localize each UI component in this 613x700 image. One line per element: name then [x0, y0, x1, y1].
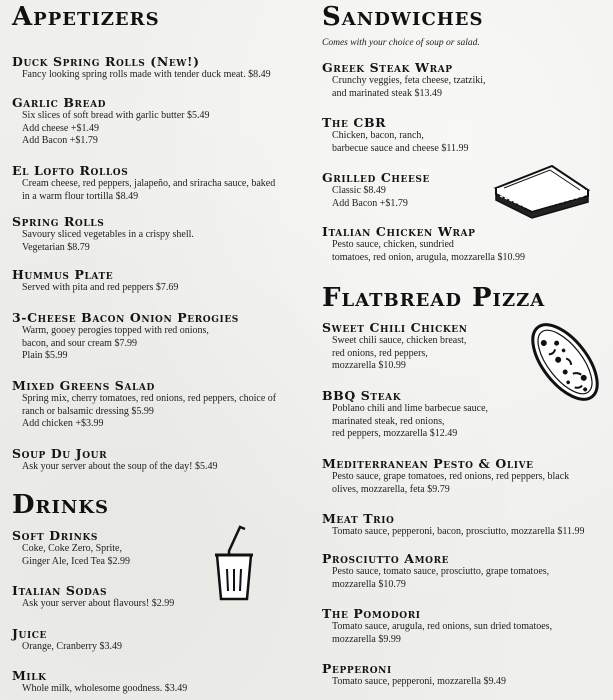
- item-name: Mixed Greens Salad: [12, 378, 155, 393]
- item-description: Warm, gooey perogies topped with red onions, bacon, and sour cream $7.99 Plain $5.99: [22, 325, 209, 362]
- menu-item: [12, 310, 302, 363]
- item-name: Spring Rolls: [12, 214, 105, 229]
- item-name: Italian Chicken Wrap: [322, 224, 476, 239]
- menu-item: [322, 511, 606, 539]
- flatbread-title: Flatbread Pizza: [322, 283, 546, 313]
- item-name: Garlic Bread: [12, 95, 107, 110]
- item-name: BBQ Steak: [322, 388, 402, 403]
- item-description: Whole milk, wholesome goodness. $3.49: [22, 683, 188, 694]
- item-name: Juice: [12, 626, 47, 641]
- menu-item: [322, 224, 606, 264]
- drink-cup-icon: [212, 525, 256, 603]
- item-description: Spring mix, cherry tomatoes, red onions, red peppers, choice of ranch or balsamic dressing $5.99 Add chicken +$3.99: [22, 393, 277, 430]
- menu-item: [12, 583, 302, 611]
- item-name: Sweet Chili Chicken: [322, 320, 468, 335]
- item-description: Chicken, bacon, ranch, barbecue sauce and cheese $11.99: [332, 130, 469, 154]
- item-name: The CBR: [322, 115, 387, 130]
- menu-item: [322, 661, 606, 689]
- item-description: Savoury sliced vegetables in a crispy shell. Vegetarian $8.79: [22, 229, 194, 253]
- drinks-title: Drinks: [12, 490, 110, 520]
- item-name: Soup Du Jour: [12, 446, 108, 461]
- menu-item: [12, 267, 302, 295]
- item-name: Pepperoni: [322, 661, 392, 676]
- item-name: 3-Cheese Bacon Onion Perogies: [12, 310, 239, 325]
- menu-item: [12, 378, 302, 431]
- appetizers-title: Appetizers: [12, 2, 160, 32]
- item-name: Prosciutto Amore: [322, 551, 450, 566]
- item-description: Ask your server about the soup of the day! $5.49: [22, 461, 218, 472]
- menu-item: [322, 606, 606, 646]
- item-name: Duck Spring Rolls (New!): [12, 54, 200, 69]
- item-description: Tomato sauce, arugula, red onions, sun dried tomatoes, mozzarella $9.99: [332, 621, 553, 645]
- item-description: Crunchy veggies, feta cheese, tzatziki, and marinated steak $13.49: [332, 75, 486, 99]
- menu-item: [12, 163, 302, 203]
- menu-item: [322, 115, 606, 155]
- sandwiches-title: Sandwiches: [322, 2, 484, 32]
- left-column: [12, 0, 302, 700]
- menu-item: [12, 528, 302, 568]
- item-name: Milk: [12, 668, 47, 683]
- menu-item: [322, 60, 606, 100]
- item-description: Coke, Coke Zero, Sprite, Ginger Ale, Iced Tea $2.99: [22, 543, 130, 567]
- item-description: Tomato sauce, pepperoni, mozzarella $9.49: [332, 676, 506, 687]
- item-description: Served with pita and red peppers $7.69: [22, 282, 179, 293]
- item-name: El Lofto Rollos: [12, 163, 129, 178]
- item-description: Tomato sauce, pepperoni, bacon, prosciutto, mozzarella $11.99: [332, 526, 585, 537]
- item-name: Meat Trio: [322, 511, 395, 526]
- menu-item: [12, 668, 302, 696]
- flatbread-pizza-icon: [524, 316, 606, 408]
- item-description: Ask your server about flavours! $2.99: [22, 598, 175, 609]
- item-name: Soft Drinks: [12, 528, 98, 543]
- menu-item: [12, 95, 302, 148]
- menu-item: [12, 54, 302, 82]
- item-name: The Pomodori: [322, 606, 421, 621]
- sandwich-icon: [492, 160, 592, 220]
- item-description: Classic $8.49 Add Bacon +$1.79: [332, 185, 408, 209]
- item-description: Pesto sauce, chicken, sundried tomatoes, red onion, arugula, mozzarella $10.99: [332, 239, 525, 263]
- item-description: Pesto sauce, grape tomatoes, red onions, red peppers, black olives, mozzarella, feta $9.79: [332, 471, 570, 495]
- right-column: [322, 0, 606, 700]
- item-description: Orange, Cranberry $3.49: [22, 641, 122, 652]
- item-description: Sweet chili sauce, chicken breast, red onions, red peppers, mozzarella $10.99: [332, 335, 467, 372]
- item-description: Pesto sauce, tomato sauce, prosciutto, grape tomatoes, mozzarella $10.79: [332, 566, 550, 590]
- menu-item: [322, 456, 606, 496]
- menu-item: [322, 551, 606, 591]
- item-name: Hummus Plate: [12, 267, 114, 282]
- item-description: Poblano chili and lime barbecue sauce, marinated steak, red onions, red peppers, mozzarella $12.49: [332, 403, 489, 440]
- item-description: Six slices of soft bread with garlic butter $5.49 Add cheese +$1.49 Add Bacon +$1.79: [22, 110, 210, 147]
- menu-item: [12, 214, 302, 254]
- item-name: Grilled Cheese: [322, 170, 430, 185]
- item-description: Fancy looking spring rolls made with tender duck meat. $8.49: [22, 69, 271, 80]
- item-name: Greek Steak Wrap: [322, 60, 453, 75]
- menu-item: [12, 446, 302, 474]
- sandwiches-subtitle: Comes with your choice of soup or salad.: [322, 38, 480, 48]
- item-name: Italian Sodas: [12, 583, 108, 598]
- item-name: Mediterranean Pesto & Olive: [322, 456, 534, 471]
- menu-item: [12, 626, 302, 654]
- item-description: Cream cheese, red peppers, jalapeño, and sriracha sauce, baked in a warm flour tortilla $8.49: [22, 178, 276, 202]
